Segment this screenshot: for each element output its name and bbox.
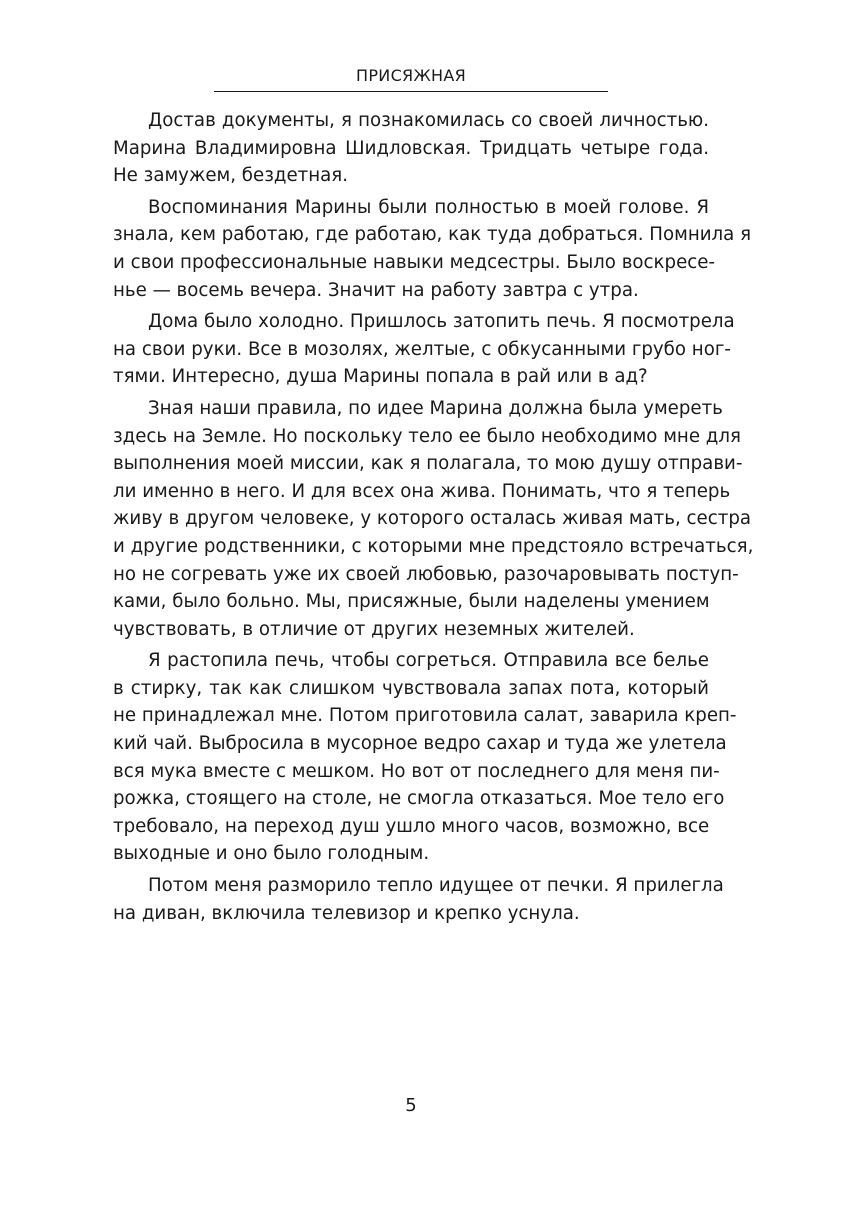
text-line: вся мука вместе с мешком. Но вот от последнего для меня пи-: [113, 760, 720, 782]
text-line: Марина Владимировна Шидловская. Тридцать четыре года.: [113, 137, 709, 159]
text-line: на свои руки. Все в мозолях, желтые, с обкусанными грубо ног-: [113, 338, 731, 360]
text-line: выполнения моей миссии, как я полагала, то мою душу отправи-: [113, 453, 743, 475]
text-line: нье — восемь вечера. Значит на работу завтра с утра.: [113, 279, 639, 301]
paragraph: [113, 395, 754, 643]
text-line: Я растопила печь, чтобы согреться. Отправила все белье: [148, 650, 709, 672]
body-text: [113, 107, 754, 931]
paragraph: [113, 872, 724, 927]
text-line: выходные и оно было голодным.: [113, 843, 430, 865]
text-line: но не согревать уже их своей любовью, разочаровывать поступ-: [113, 563, 739, 585]
text-line: не принадлежал мне. Потом приготовила салат, заварила креп-: [113, 705, 737, 727]
text-line: Зная наши правила, по идее Марина должна была умереть: [148, 397, 723, 419]
text-line: Дома было холодно. Пришлось затопить печь. Я посмотрела: [148, 311, 735, 333]
text-line: чувствовать, в отличие от других неземных жителей.: [113, 618, 635, 640]
text-line: ками, было больно. Мы, присяжные, были наделены умением: [113, 591, 710, 613]
text-line: Достав документы, я познакомилась со своей личностью.: [148, 110, 709, 131]
text-line: Потом меня разморило тепло идущее от печки. Я прилегла: [148, 875, 724, 897]
text-line: на диван, включила телевизор и крепко уснула.: [113, 902, 580, 924]
text-line: рожка, стоящего на столе, не смогла отказаться. Мое тело его: [113, 788, 725, 810]
text-line: требовало, на переход душ ушло много часов, возможно, все: [113, 815, 710, 837]
text-line: ли именно в него. И для всех она жива. Понимать, что я теперь: [113, 480, 731, 502]
text-line: здесь на Земле. Но поскольку тело ее было необходимо мне для: [113, 425, 741, 447]
header-rule: [214, 91, 608, 92]
paragraph: [113, 308, 735, 391]
text-line: и свои профессиональные навыки медсестры. Было воскресе-: [113, 251, 716, 273]
paragraph: [113, 107, 709, 190]
text-line: Воспоминания Марины были полностью в моей голове. Я: [148, 196, 709, 218]
running-head: ПРИСЯЖНАЯ: [356, 66, 466, 85]
text-line: в стирку, так как слишком чувствовала запах пота, который: [113, 677, 709, 699]
paragraph: [113, 647, 737, 868]
text-line: кий чай. Выбросила в мусорное ведро сахар и туда же улетела: [113, 733, 727, 755]
text-line: и другие родственники, с которыми мне предстояло встречаться,: [113, 535, 754, 557]
paragraph: [113, 194, 752, 304]
text-line: Не замужем, бездетная.: [113, 165, 348, 187]
text-line: знала, кем работаю, где работаю, как туда добраться. Помнила я: [113, 224, 752, 246]
text-line: тями. Интересно, душа Марины попала в рай или в ад?: [113, 366, 648, 388]
text-line: живу в другом человеке, у которого осталась живая мать, сестра: [113, 508, 752, 530]
page-number: 5: [405, 1095, 417, 1116]
